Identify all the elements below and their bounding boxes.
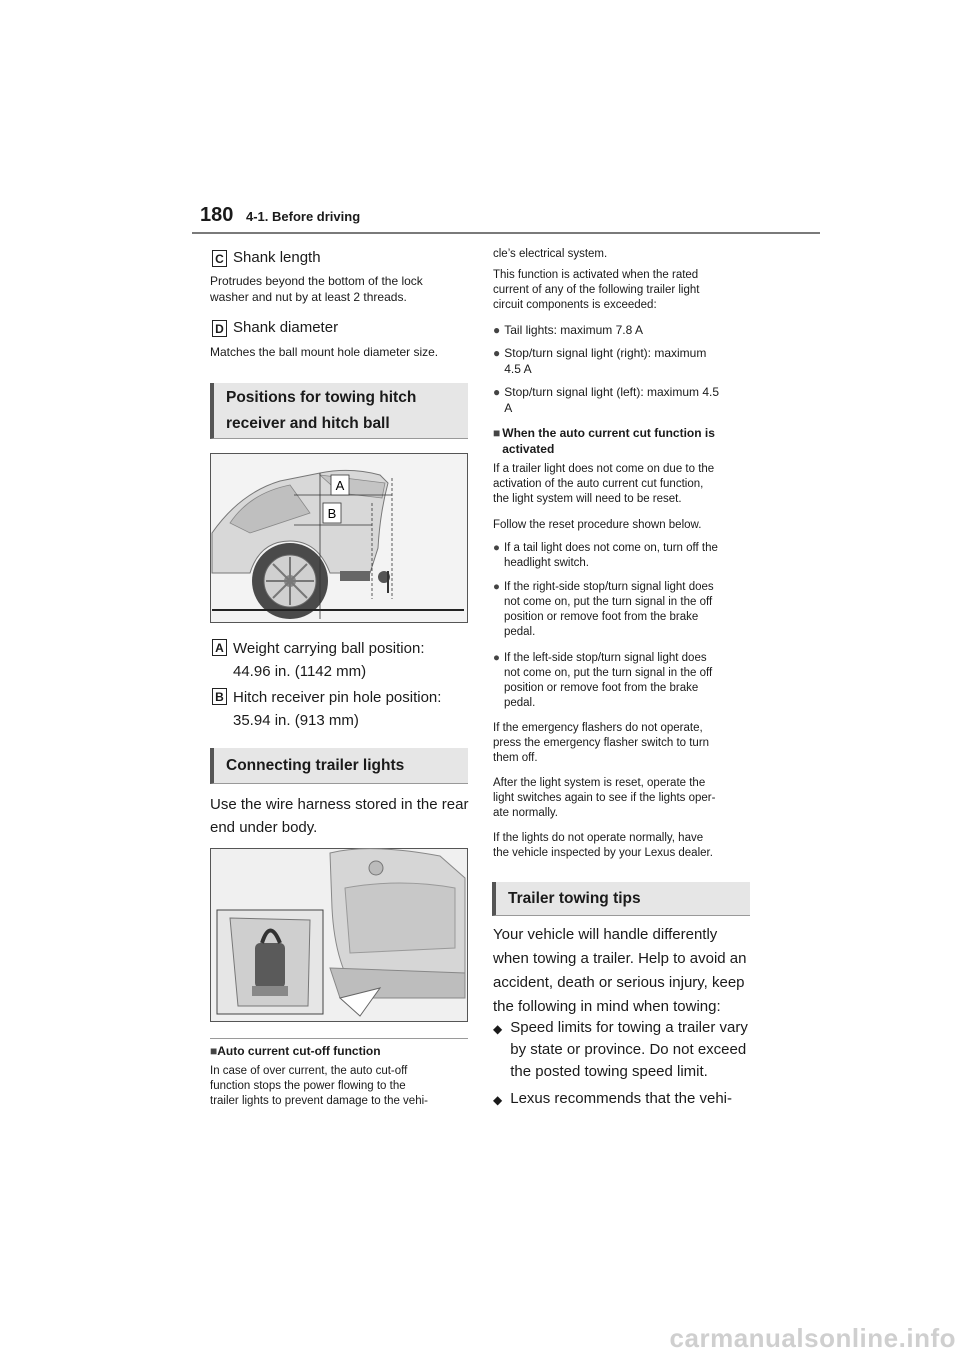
auto-cut-text bbox=[210, 1064, 428, 1109]
continued-line: cle’s electrical system. bbox=[493, 248, 608, 260]
tip-line: Lexus recommends that the vehi- bbox=[510, 1090, 733, 1107]
item-a bbox=[212, 637, 424, 683]
procedure-line: pedal. bbox=[503, 626, 536, 638]
heading-positions-line: Positions for towing hitch bbox=[226, 388, 417, 406]
figure-label-a: A bbox=[335, 478, 345, 493]
tips-intro-line: accident, death or serious injury, keep bbox=[493, 974, 745, 991]
figure-label-b: B bbox=[327, 506, 337, 521]
diamond-bullet-icon: ◆ bbox=[493, 1093, 503, 1107]
tip-line: by state or province. Do not exceed bbox=[510, 1041, 747, 1058]
item-b-line2: 35.94 in. (913 mm) bbox=[233, 712, 359, 729]
procedure-line: headlight switch. bbox=[503, 557, 589, 569]
bullet-icon: ● bbox=[493, 652, 500, 664]
diamond-bullet-icon: ◆ bbox=[493, 1022, 503, 1036]
intro-line: circuit components is exceeded: bbox=[493, 299, 657, 311]
flashers-line: them off. bbox=[493, 752, 538, 764]
auto-cut-title bbox=[210, 1043, 381, 1059]
label-d: D bbox=[212, 320, 227, 337]
item-d bbox=[212, 317, 338, 339]
when-line: the light system will need to be reset. bbox=[493, 493, 682, 505]
dealer-line: If the lights do not operate normally, have bbox=[493, 832, 704, 844]
limit-line: Stop/turn signal light (right): maximum bbox=[504, 346, 707, 360]
when-title-line: When the auto current cut function is bbox=[502, 426, 715, 440]
tip-line: the posted towing speed limit. bbox=[510, 1063, 708, 1080]
item-d-desc: Matches the ball mount hole diameter size. bbox=[210, 345, 439, 359]
heading-positions-line: receiver and hitch ball bbox=[226, 414, 390, 432]
tip-item bbox=[493, 1088, 732, 1111]
when-text bbox=[493, 462, 714, 507]
procedure-line: If the right-side stop/turn signal light does bbox=[503, 581, 714, 593]
intro-line: This function is activated when the rated bbox=[493, 269, 699, 281]
auto-cut-line: trailer lights to prevent damage to the vehi- bbox=[210, 1095, 428, 1107]
item-c-desc-line: washer and nut by at least 2 threads. bbox=[210, 290, 407, 304]
tips-intro-line: Your vehicle will handle differently bbox=[493, 926, 718, 943]
bullet-icon: ● bbox=[493, 542, 500, 554]
limit-item bbox=[493, 384, 719, 416]
flashers-line: If the emergency flashers do not operate, bbox=[493, 722, 703, 734]
tip-line: Speed limits for towing a trailer vary bbox=[510, 1019, 748, 1036]
dealer-line: the vehicle inspected by your Lexus dealer. bbox=[493, 847, 713, 859]
procedure-item bbox=[493, 651, 712, 711]
wire-harness-figure bbox=[210, 848, 468, 1022]
limit-line: A bbox=[504, 401, 513, 415]
bullet-icon: ● bbox=[493, 323, 501, 337]
connecting-text bbox=[210, 793, 468, 839]
procedure-line: position or remove foot from the brake bbox=[503, 682, 699, 694]
limit-item bbox=[493, 345, 706, 377]
page-number: 180 bbox=[200, 204, 234, 226]
connecting-line: Use the wire harness stored in the rear bbox=[210, 796, 469, 813]
header-rule bbox=[192, 232, 820, 234]
after-line: light switches again to see if the lights oper- bbox=[493, 792, 716, 804]
item-c-title: Shank length bbox=[233, 249, 321, 266]
item-c-desc bbox=[210, 273, 423, 305]
tips-intro-line: when towing a trailer. Help to avoid an bbox=[493, 950, 747, 967]
square-bullet-icon: ■ bbox=[493, 426, 501, 440]
flashers-text bbox=[493, 721, 709, 766]
procedure-line: If the left-side stop/turn signal light does bbox=[503, 652, 707, 664]
label-a: A bbox=[212, 639, 227, 656]
hitch-position-figure bbox=[210, 453, 468, 623]
item-a-line1: Weight carrying ball position: bbox=[233, 640, 425, 657]
activated-intro bbox=[493, 268, 699, 313]
heading-positions bbox=[210, 383, 468, 439]
procedure-line: If a tail light does not come on, turn off the bbox=[503, 542, 718, 554]
follow-text: Follow the reset procedure shown below. bbox=[493, 519, 702, 531]
procedure-line: not come on, put the turn signal in the off bbox=[503, 596, 713, 608]
when-title-line: activated bbox=[502, 442, 555, 456]
limit-line: Tail lights: maximum 7.8 A bbox=[504, 323, 643, 337]
heading-connecting: Connecting trailer lights bbox=[210, 748, 468, 784]
bullet-icon: ● bbox=[493, 581, 500, 593]
bullet-icon: ● bbox=[493, 346, 501, 360]
label-b: B bbox=[212, 688, 227, 705]
after-line: After the light system is reset, operate the bbox=[493, 777, 706, 789]
auto-cut-line: function stops the power flowing to the bbox=[210, 1080, 406, 1092]
limit-line: 4.5 A bbox=[504, 362, 532, 376]
procedure-line: position or remove foot from the brake bbox=[503, 611, 699, 623]
auto-cut-line: In case of over current, the auto cut-off bbox=[210, 1065, 408, 1077]
section-title: 4-1. Before driving bbox=[246, 209, 361, 224]
procedure-line: pedal. bbox=[503, 697, 536, 709]
after-text bbox=[493, 776, 715, 821]
limit-line: Stop/turn signal light (left): maximum 4.5 bbox=[504, 385, 720, 399]
item-a-line2: 44.96 in. (1142 mm) bbox=[233, 663, 367, 680]
intro-line: current of any of the following trailer light bbox=[493, 284, 700, 296]
procedure-item bbox=[493, 541, 718, 571]
auto-cut-title-text: Auto current cut-off function bbox=[217, 1044, 381, 1058]
item-c-desc-line: Protrudes beyond the bottom of the lock bbox=[210, 274, 423, 288]
flashers-line: press the emergency flasher switch to turn bbox=[493, 737, 710, 749]
bullet-icon: ● bbox=[493, 385, 501, 399]
when-title bbox=[493, 425, 715, 457]
square-bullet-icon: ■ bbox=[210, 1044, 218, 1058]
item-b bbox=[212, 686, 441, 732]
procedure-line: not come on, put the turn signal in the off bbox=[503, 667, 713, 679]
heading-tips: Trailer towing tips bbox=[492, 882, 750, 916]
connecting-line: end under body. bbox=[210, 819, 318, 836]
procedure-item bbox=[493, 580, 714, 640]
watermark: carmanualsonline.info bbox=[669, 1323, 956, 1353]
item-c bbox=[212, 247, 321, 269]
limit-item bbox=[493, 322, 643, 338]
label-c: C bbox=[212, 250, 227, 267]
tips-intro-line: the following in mind when towing: bbox=[493, 998, 721, 1015]
divider-left bbox=[210, 1038, 468, 1039]
tips-intro bbox=[493, 923, 746, 1019]
dealer-text bbox=[493, 831, 713, 861]
tip-item bbox=[493, 1017, 748, 1083]
item-b-line1: Hitch receiver pin hole position: bbox=[233, 689, 442, 706]
item-d-title: Shank diameter bbox=[233, 319, 339, 336]
when-line: activation of the auto current cut function, bbox=[493, 478, 704, 490]
after-line: ate normally. bbox=[493, 807, 558, 819]
when-line: If a trailer light does not come on due to the bbox=[493, 463, 715, 475]
